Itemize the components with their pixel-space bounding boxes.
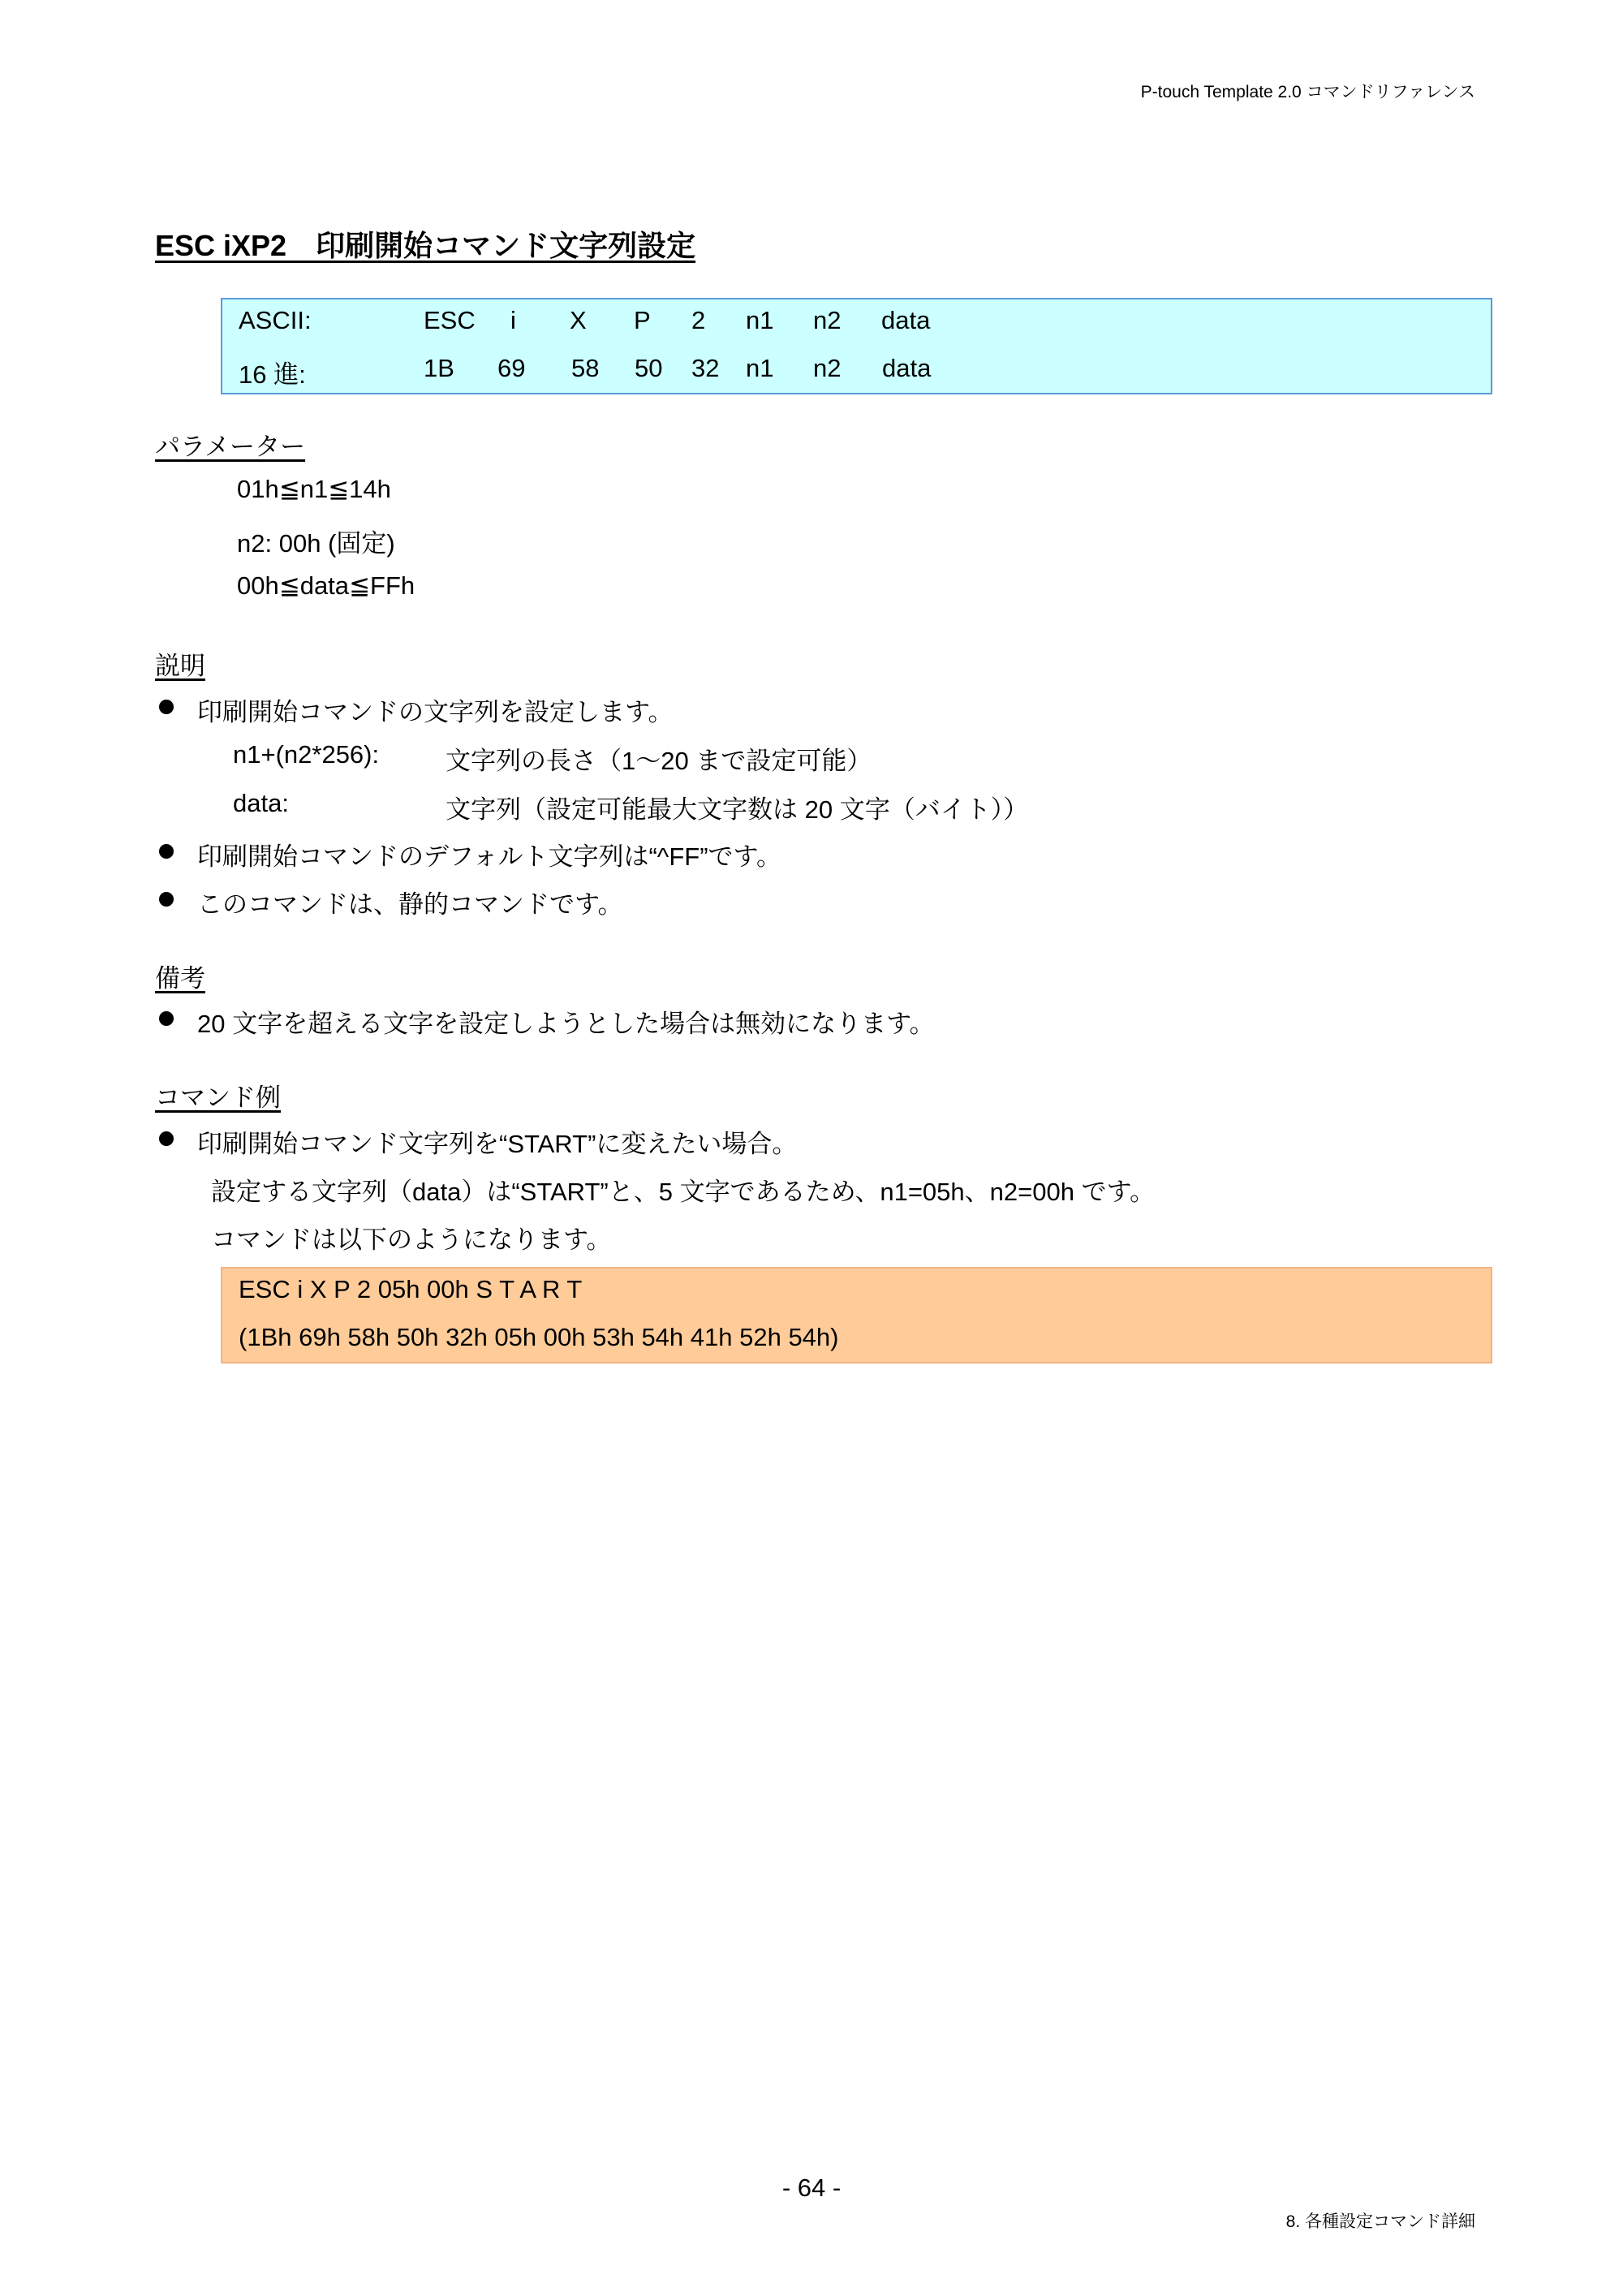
running-footer: 8. 各種設定コマンド詳細: [1285, 2212, 1475, 2231]
parameters-heading: パラメーター: [155, 433, 306, 461]
description-item: このコマンドは、静的コマンドです。: [197, 890, 623, 919]
hex-cell: data: [882, 354, 932, 382]
example-code-box: [221, 1267, 1492, 1363]
parameter-line: 01h≦n1≦14h: [237, 475, 391, 503]
hex-cell: 50: [635, 354, 663, 382]
hex-cell: 58: [571, 354, 600, 382]
description-item: 印刷開始コマンドの文字列を設定します。: [197, 698, 674, 726]
page-number: - 64 -: [781, 2173, 842, 2202]
hex-cell: 1B: [424, 354, 454, 382]
command-definition-box: [221, 298, 1492, 394]
ascii-cell: ESC: [424, 306, 476, 334]
ascii-cell: X: [570, 306, 587, 334]
bullet-icon: [159, 844, 174, 859]
ascii-cell: P: [634, 306, 651, 334]
example-text: 設定する文字列（data）は“START”と、5 文字であるため、n1=05h、n2=00h です。: [211, 1178, 1156, 1206]
hex-cell: 32: [691, 354, 720, 382]
description-sub-label: n1+(n2*256):: [233, 740, 380, 769]
example-item: 印刷開始コマンド文字列を“START”に変えたい場合。: [197, 1130, 798, 1158]
description-item: 印刷開始コマンドのデフォルト文字列は“^FF”です。: [197, 842, 782, 871]
description-sub-text: 文字列の長さ（1～20 まで設定可能）: [446, 747, 872, 775]
hex-cell: n2: [813, 354, 842, 382]
example-code-line: (1Bh 69h 58h 50h 32h 05h 00h 53h 54h 41h 52h 54h): [239, 1323, 839, 1351]
bullet-icon: [159, 1011, 174, 1026]
notes-item: 20 文字を超える文字を設定しようとした場合は無効になります。: [197, 1010, 935, 1038]
parameter-line: n2: 00h (固定): [237, 529, 395, 558]
page-title: ESC iXP2 印刷開始コマンド文字列設定: [155, 229, 696, 262]
hex-label: 16 進:: [239, 360, 306, 389]
example-heading: コマンド例: [155, 1083, 281, 1112]
example-code-line: ESC i X P 2 05h 00h S T A R T: [239, 1275, 583, 1303]
example-text: コマンドは以下のようになります。: [211, 1226, 612, 1254]
description-sub-text: 文字列（設定可能最大文字数は 20 文字（バイト））: [446, 795, 1029, 824]
parameter-line: 00h≦data≦FFh: [237, 571, 415, 600]
running-header: P-touch Template 2.0 コマンドリファレンス: [1140, 83, 1475, 101]
ascii-cell: i: [510, 306, 516, 334]
description-sub-label: data:: [233, 789, 289, 817]
bullet-icon: [159, 700, 174, 714]
ascii-cell: n1: [746, 306, 774, 334]
hex-cell: n1: [746, 354, 774, 382]
bullet-icon: [159, 892, 174, 907]
ascii-label: ASCII:: [239, 306, 312, 334]
notes-heading: 備考: [155, 964, 205, 993]
bullet-icon: [159, 1131, 174, 1146]
hex-cell: 69: [497, 354, 526, 382]
ascii-cell: n2: [813, 306, 842, 334]
ascii-cell: 2: [691, 306, 706, 334]
ascii-cell: data: [881, 306, 931, 334]
description-heading: 説明: [155, 652, 205, 680]
